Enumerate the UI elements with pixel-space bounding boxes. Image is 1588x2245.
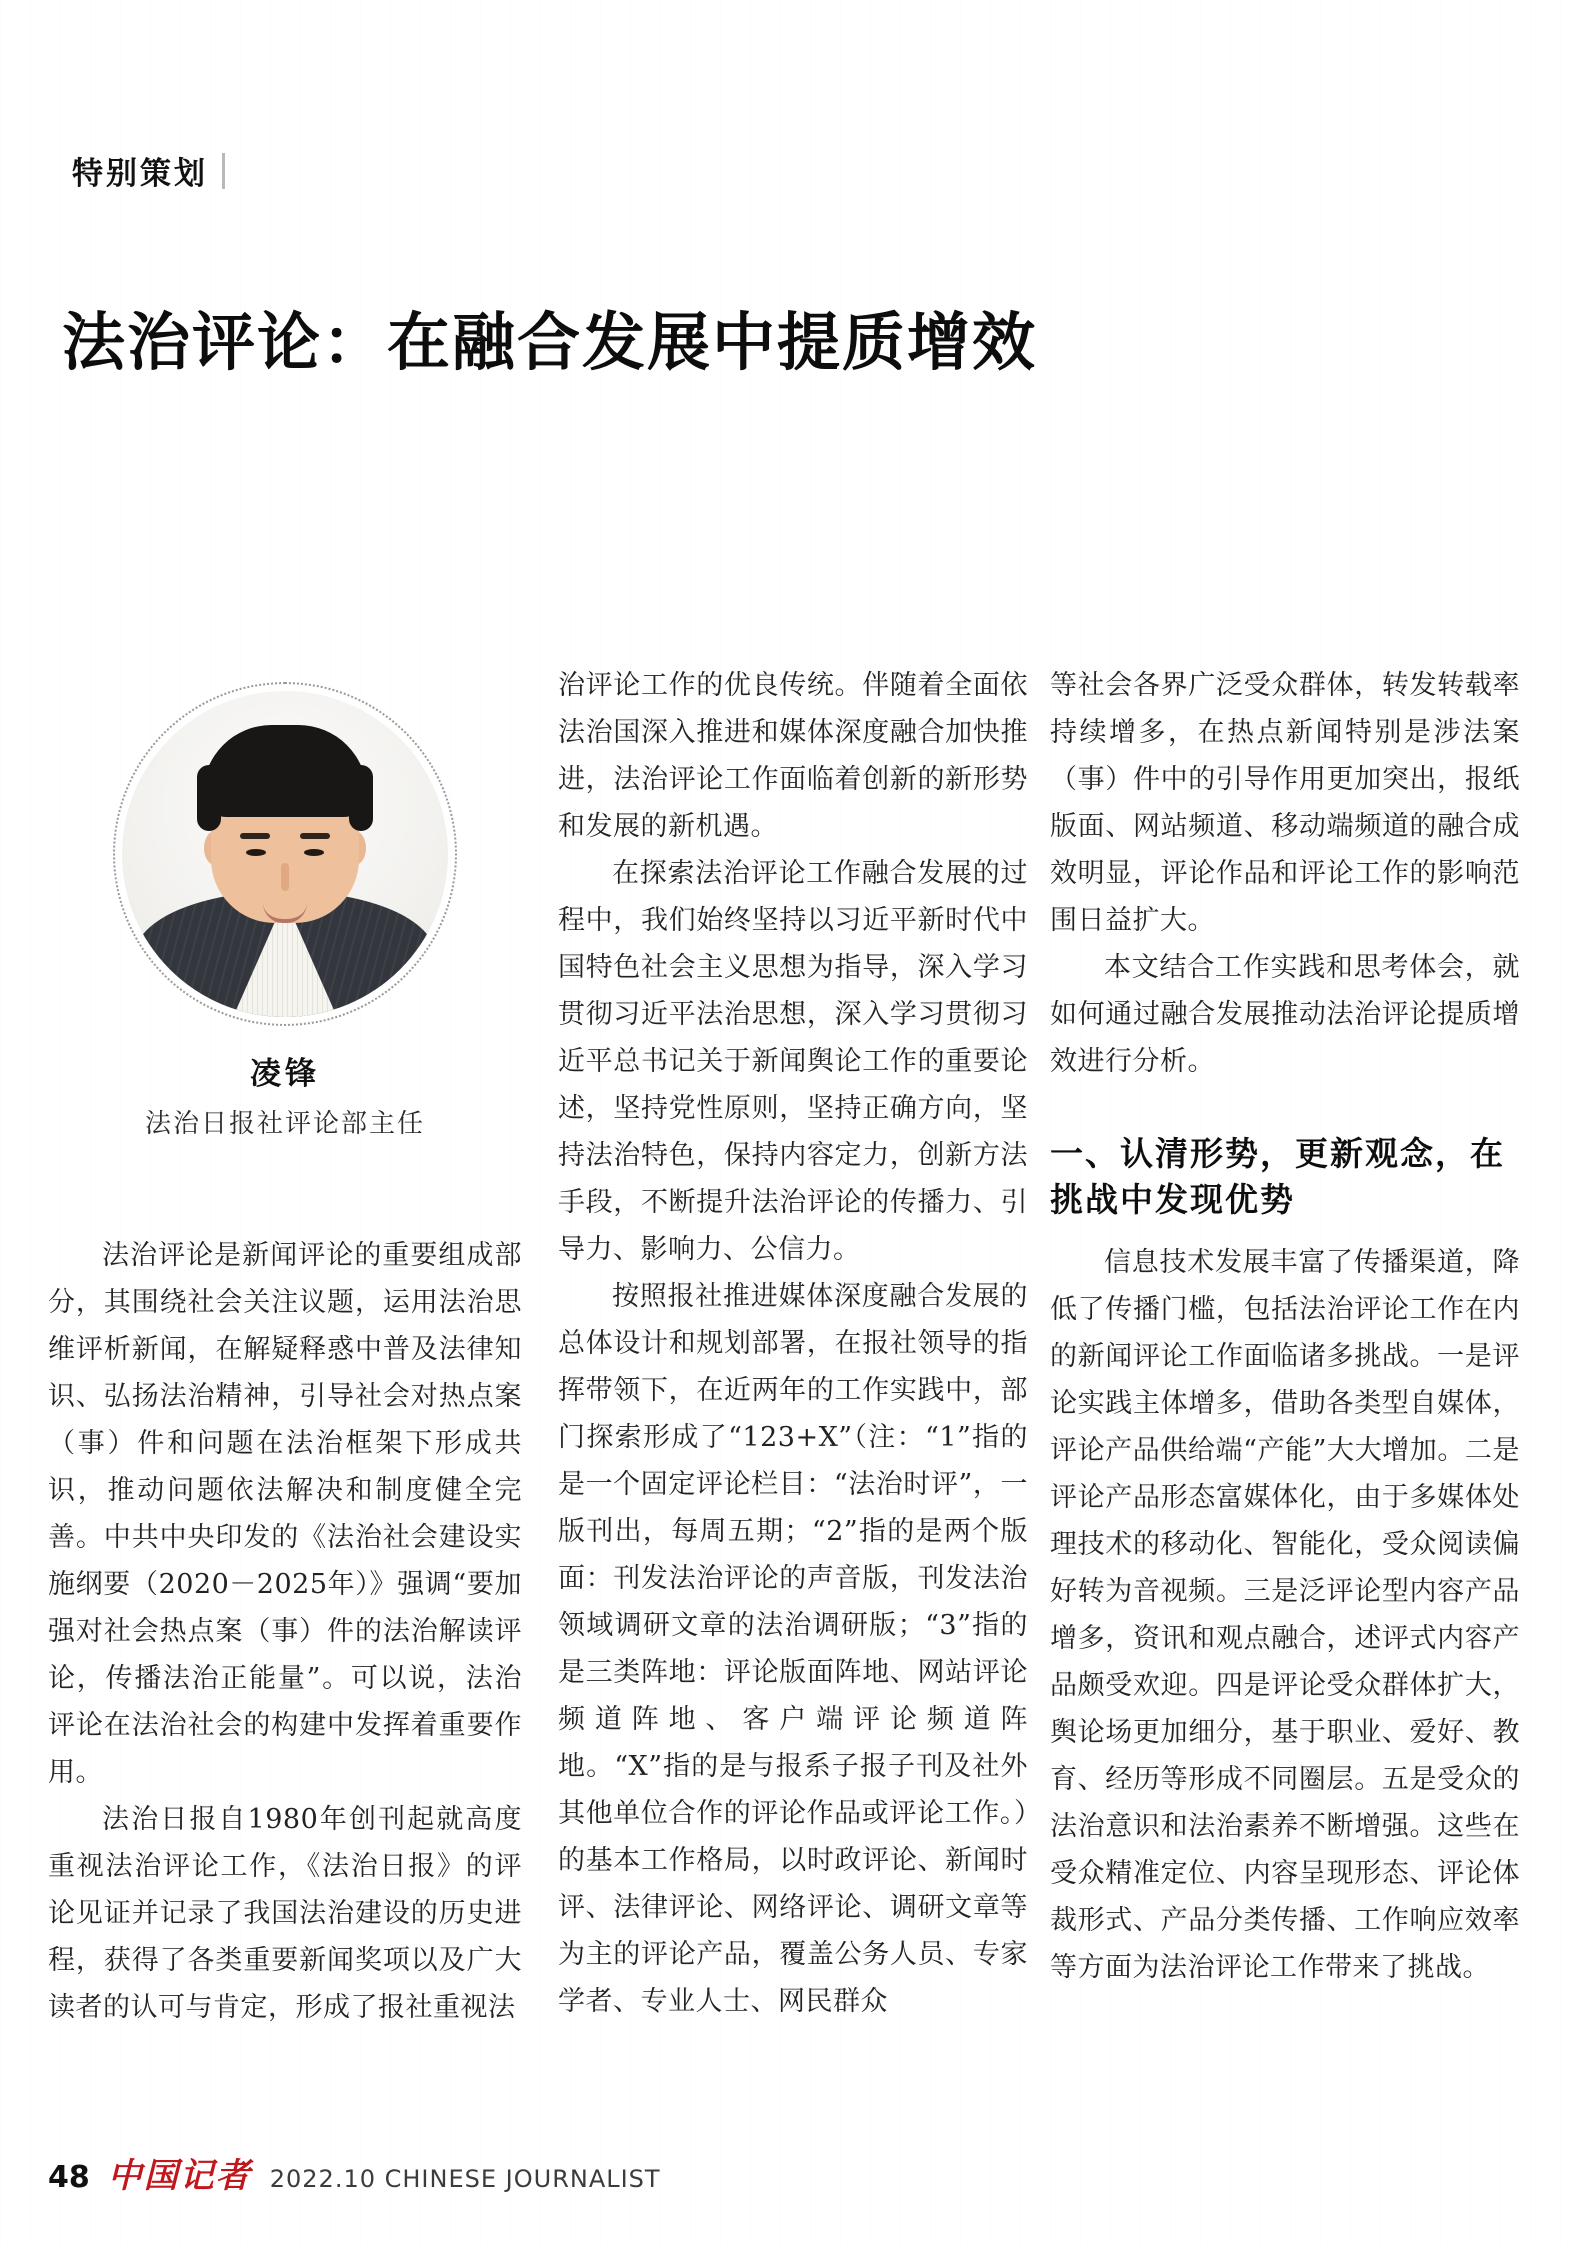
author-block [48,682,522,1140]
eye-shape [246,849,266,856]
eyebrow-shape [240,833,270,839]
eye-shape [304,849,324,856]
issue-info: 2022.10 CHINESE JOURNALIST [269,2165,661,2193]
eyebrow-divider [222,153,225,189]
paragraph: 按照报社推进媒体深度融合发展的总体设计和规划部署，在报社领导的指挥带领下，在近两年的工作实践中，部门探索形成了“123+X”（注：“1”指的是一个固定评论栏目：“法治时评”，一版刊出，每周五期；“2”指的是两个版面：刊发法治评论的声音版，刊发法治领域调研文章的法治调研版；“3”指的是三类阵地：评论版面阵地、网站评论频道阵地、客户端评论频道阵地。“X”指的是与报系子报子刊及社外其他单位合作的评论作品或评论工作。）的基本工作格局，以时政评论、新闻时评、法律评论、网络评论、调研文章等为主的评论产品，覆盖公务人员、专家学者、专业人士、网民群众 [558,1281,1028,2017]
column-right [1050,662,1520,1991]
hair-shape [203,725,367,817]
paragraph: 治评论工作的优良传统。伴随着全面依法治国深入推进和媒体深度融合加快推进，法治评论工作面临着创新的新形势和发展的新机遇。 [558,670,1028,842]
paragraph: 法治日报自1980年创刊起就高度重视法治评论工作，《法治日报》的评论见证并记录了我国法治建设的历史进程，获得了各类重要新闻奖项以及广大读者的认可与肯定，形成了报社重视法 [48,1804,522,2023]
page-number: 48 [48,2160,90,2195]
paragraph: 等社会各界广泛受众群体，转发转载率持续增多，在热点新闻特别是涉法案（事）件中的引导作用更加突出，报纸版面、网站频道、移动端频道的融合成效明显，评论作品和评论工作的影响范围日益扩大。 [1050,670,1520,936]
portrait-dotted-ring [113,682,457,1026]
magazine-logo: 中国记者 [107,2156,252,2196]
paragraph: 信息技术发展丰富了传播渠道，降低了传播门槛，包括法治评论工作在内的新闻评论工作面临诸多挑战。一是评论实践主体增多，借助各类型自媒体，评论产品供给端“产能”大大增加。二是评论产品形态富媒体化，由于多媒体处理技术的移动化、智能化，受众阅读偏好转为音视频。三是泛评论型内容产品增多，资讯和观点融合，述评式内容产品颇受欢迎。四是评论受众群体扩大，舆论场更加细分，基于职业、爱好、教育、经历等形成不同圈层。五是受众的法治意识和法治素养不断增强。这些在受众精准定位、内容呈现形态、评论体裁形式、产品分类传播、工作响应效率等方面为法治评论工作带来了挑战。 [1050,1247,1520,1983]
paragraph: 本文结合工作实践和思考体会，就如何通过融合发展推动法治评论提质增效进行分析。 [1050,952,1520,1077]
column-middle [558,662,1028,2025]
author-name: 凌锋 [250,1056,320,1092]
section-eyebrow [72,148,225,193]
eyebrow-shape [300,833,330,839]
nose-shape [281,863,289,891]
section-heading: 一、认清形势，更新观念，在挑战中发现优势 [1050,1134,1505,1219]
paragraph: 在探索法治评论工作融合发展的过程中，我们始终坚持以习近平新时代中国特色社会主义思想为指导，深入学习贯彻习近平法治思想，深入学习贯彻习近平总书记关于新闻舆论工作的重要论述，坚持党性原则，坚持正确方向，坚持法治特色，保持内容定力，创新方法手段，不断提升法治评论的传播力、引导力、影响力、公信力。 [558,858,1028,1265]
paragraph: 法治评论是新闻评论的重要组成部分，其围绕社会关注议题，运用法治思维评析新闻，在解疑释惑中普及法律知识、弘扬法治精神，引导社会对热点案（事）件和问题在法治框架下形成共识，推动问题依法解决和制度健全完善。中共中央印发的《法治社会建设实施纲要（2020－2025年）》强调“要加强对社会热点案（事）件的法治解读评论，传播法治正能量”。可以说，法治评论在法治社会的构建中发挥着重要作用。 [48,1240,522,1788]
article-title: 法治评论：在融合发展中提质增效 [62,305,1037,379]
column-left [48,1232,522,2031]
author-photo [122,691,448,1017]
section-label: 特别策划 [72,156,208,192]
page-footer [48,2148,661,2197]
author-title: 法治日报社评论部主任 [144,1109,425,1139]
